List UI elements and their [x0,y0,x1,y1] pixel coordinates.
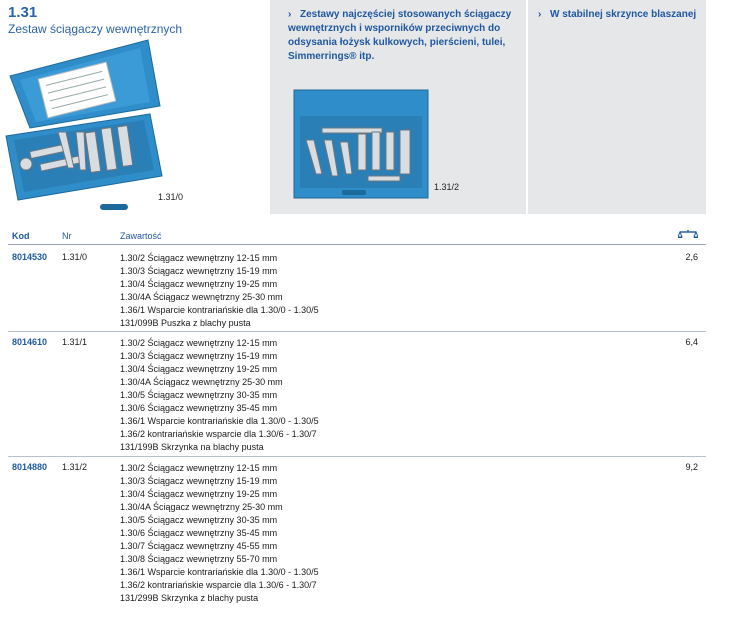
content-item: 1.30/4 Ściągacz wewnętrzny 19-25 mm [120,489,278,499]
content-item: 1.30/5 Ściągacz wewnętrzny 30-35 mm [120,515,278,525]
content-item: 1.30/2 Ściągacz wewnętrzny 12-15 mm [120,338,278,348]
content-item: 1.30/8 Ściągacz wewnętrzny 55-70 mm [120,554,278,564]
row-nr: 1.31/1 [62,337,88,347]
content-item: 1.30/3 Ściągacz wewnętrzny 15-19 mm [120,266,278,276]
content-item: 1.36/1 Wsparcie kontrariańskie dla 1.30/0 - 1.30/5 [120,305,319,315]
content-item: 1.30/4A Ściągacz wewnętrzny 25-30 mm [120,502,283,512]
title-block [8,4,182,36]
chevron-right-icon: › [288,9,292,20]
info-panel-3 [528,0,706,214]
row-nr: 1.31/0 [62,252,88,262]
tool-case-image [0,36,268,214]
content-item: 1.36/2 kontrariańskie wsparcie dla 1.30/6 - 1.30/7 [120,580,317,590]
row-nr: 1.31/2 [62,462,88,472]
content-item: 1.30/6 Ściągacz wewnętrzny 35-45 mm [120,528,278,538]
row-contents [120,252,319,330]
image-caption-2: 1.31/2 [434,182,460,192]
content-item: 131/199B Skrzynka na blachy pusta [120,442,264,452]
table-header [8,228,706,245]
row-kod: 8014610 [12,337,48,347]
table-row [8,337,706,455]
content-item: 131/299B Skrzynka z blachy pusta [120,593,259,603]
bullet-case-text: W stabilnej skrzynce blaszanej [550,9,697,20]
content-item: 1.30/4 Ściągacz wewnętrzny 19-25 mm [120,279,278,289]
row-weight: 2,6 [685,252,698,262]
content-item: 1.30/3 Ściągacz wewnętrzny 15-19 mm [120,476,278,486]
row-contents [120,337,319,454]
image-caption-1: 1.31/0 [158,192,184,202]
content-item: 1.30/4A Ściągacz wewnętrzny 25-30 mm [120,292,283,302]
product-number: 1.31 [8,4,38,21]
bullet-description-text: Zestawy najczęściej stosowanych ściągaczy wewnętrznych i wsporników przeciwnych do odsysania łożysk kulkowych, pierścieni, tulei, Simmerrings® itp. [288,9,512,62]
tool-case-image-2 [292,88,432,204]
row-kod: 8014880 [12,462,48,472]
bullet-description [288,8,518,64]
row-weight: 9,2 [685,462,698,472]
content-item: 1.30/5 Ściągacz wewnętrzny 30-35 mm [120,390,278,400]
row-kod: 8014530 [12,252,48,262]
product-image-1 [0,36,268,214]
table-row [8,252,706,328]
content-item: 131/099B Puszka z blachy pusta [120,318,251,328]
content-item: 1.30/3 Ściągacz wewnętrzny 15-19 mm [120,351,278,361]
bullet-case [538,8,698,22]
content-item: 1.36/1 Wsparcie kontrariańskie dla 1.30/0 - 1.30/5 [120,567,319,577]
content-item: 1.30/7 Ściągacz wewnętrzny 45-55 mm [120,541,278,551]
content-item: 1.30/2 Ściągacz wewnętrzny 12-15 mm [120,253,278,263]
content-item: 1.30/4 Ściągacz wewnętrzny 19-25 mm [120,364,278,374]
product-title: Zestaw ściągaczy wewnętrznych [8,22,183,36]
row-divider [8,456,706,457]
content-item: 1.36/2 kontrariańskie wsparcie dla 1.30/6 - 1.30/7 [120,429,317,439]
content-item: 1.30/6 Ściągacz wewnętrzny 35-45 mm [120,403,278,413]
weight-icon [678,229,698,243]
chevron-right-icon: › [538,9,542,20]
row-contents [120,462,319,605]
col-kod: Kod [12,231,30,241]
col-nr: Nr [62,231,72,241]
row-weight: 6,4 [685,337,698,347]
content-item: 1.36/1 Wsparcie kontrariańskie dla 1.30/0 - 1.30/5 [120,416,319,426]
col-contents: Zawartość [120,231,162,241]
content-item: 1.30/4A Ściągacz wewnętrzny 25-30 mm [120,377,283,387]
table-row [8,462,706,608]
content-item: 1.30/2 Ściągacz wewnętrzny 12-15 mm [120,463,278,473]
row-divider [8,331,706,332]
info-panel-2 [270,0,526,214]
